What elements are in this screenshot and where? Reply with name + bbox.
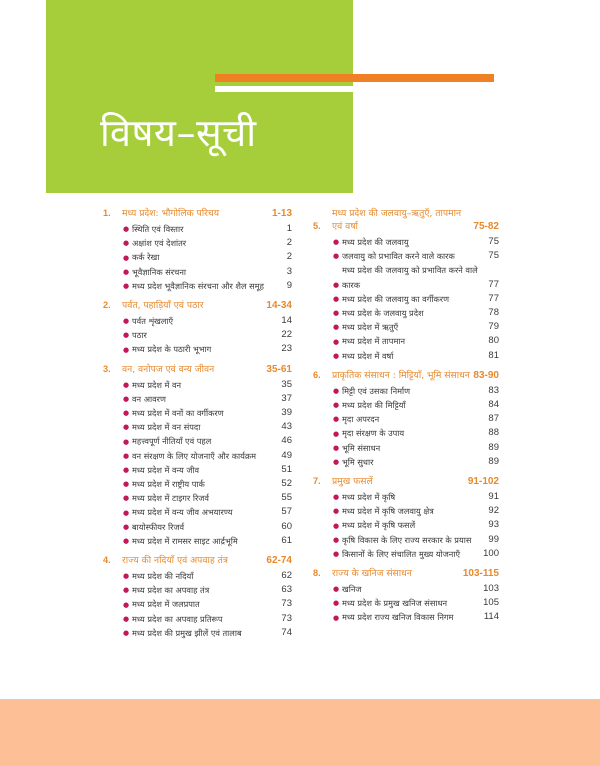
bullet-icon: ● <box>123 537 130 546</box>
toc-entry[interactable] <box>103 434 292 448</box>
entry-page-number: 2 <box>286 237 292 249</box>
toc-chapter <box>313 475 499 561</box>
entry-page-number: 49 <box>281 449 292 461</box>
toc-chapter <box>313 567 499 625</box>
entry-page-number: 14 <box>281 315 292 327</box>
entry-title: मध्य प्रदेश में टाइगर रिजर्व <box>132 493 209 504</box>
toc-entry[interactable] <box>313 320 499 334</box>
bullet-icon: ● <box>123 466 130 475</box>
entry-title: मध्य प्रदेश की जलवायु को प्रभावित करने वाले कारक <box>342 265 478 290</box>
bullet-icon: ● <box>123 239 130 248</box>
entry-title: मध्य प्रदेश में कृषि फसलें <box>342 520 416 531</box>
toc-entry[interactable] <box>103 520 292 534</box>
entry-title: खनिज <box>342 584 362 595</box>
entry-title: मध्य प्रदेश में ऋतुएँ <box>342 322 399 333</box>
bullet-icon: ● <box>123 345 130 354</box>
toc-entry[interactable] <box>103 583 292 597</box>
toc-entry[interactable] <box>103 392 292 406</box>
chapter-heading[interactable] <box>313 567 499 580</box>
chapter-page-range: 14-34 <box>266 300 292 312</box>
entry-page-number: 60 <box>281 520 292 532</box>
entry-page-number: 51 <box>281 463 292 475</box>
chapter-heading[interactable] <box>103 554 292 567</box>
bullet-icon: ● <box>333 493 340 502</box>
bullet-icon: ● <box>123 451 130 460</box>
bullet-icon: ● <box>123 409 130 418</box>
chapter-title: प्रमुख फसलें <box>332 476 373 488</box>
bullet-icon: ● <box>333 535 340 544</box>
chapter-title: मध्य प्रदेश की जलवायु–ऋतुएँ, तापमान एवं वर्षा <box>332 208 462 232</box>
toc-entry[interactable] <box>103 378 292 392</box>
entry-page-number: 46 <box>281 435 292 447</box>
bullet-icon: ● <box>123 225 130 234</box>
page-title: विषय–सूची <box>100 111 257 155</box>
entry-page-number: 99 <box>488 533 499 545</box>
chapter-heading[interactable] <box>103 299 292 312</box>
bullet-icon: ● <box>333 507 340 516</box>
bullet-icon: ● <box>333 323 340 332</box>
chapter-page-range: 1-13 <box>271 208 292 219</box>
entry-title: मध्य प्रदेश में वन्य जीव <box>132 464 200 475</box>
entry-page-number: 87 <box>488 413 499 425</box>
entry-title: मध्य प्रदेश में राष्ट्रीय पार्क <box>132 479 205 490</box>
chapter-heading[interactable] <box>103 363 292 376</box>
entry-title: मध्य प्रदेश की जलवायु का वर्गीकरण <box>342 293 450 304</box>
entry-page-number: 114 <box>483 611 499 623</box>
bullet-icon: ● <box>123 331 130 340</box>
chapter-number: 8. <box>313 568 321 579</box>
entry-title: मध्य प्रदेश में रामसर साइट आर्द्रभूमि <box>132 535 238 546</box>
toc-chapter <box>103 207 292 293</box>
toc-column-right <box>313 207 499 631</box>
entry-page-number: 63 <box>281 584 292 596</box>
entry-page-number: 103 <box>483 583 499 595</box>
toc-chapter <box>103 363 292 548</box>
chapter-heading[interactable] <box>313 475 499 488</box>
entry-title: मृदा संरक्षण के उपाय <box>342 428 405 439</box>
entry-page-number: 80 <box>488 335 499 347</box>
entry-page-number: 52 <box>281 478 292 490</box>
bullet-icon: ● <box>333 252 340 261</box>
toc-entry[interactable] <box>103 420 292 434</box>
entry-title: भूवैज्ञानिक संरचना <box>132 266 186 277</box>
toc-entry[interactable] <box>313 441 499 455</box>
chapter-page-range: 75-82 <box>473 221 499 232</box>
entry-page-number: 105 <box>483 597 499 609</box>
entry-title: महत्त्वपूर्ण नीतियाँ एवं पहल <box>132 436 212 447</box>
toc-entry[interactable] <box>313 398 499 412</box>
toc-column-left <box>103 207 292 646</box>
toc-entry[interactable] <box>103 491 292 505</box>
toc-entry[interactable] <box>103 463 292 477</box>
toc-entry[interactable] <box>103 534 292 548</box>
bullet-icon: ● <box>333 599 340 608</box>
entry-page-number: 23 <box>281 343 292 355</box>
bullet-icon: ● <box>123 253 130 262</box>
chapter-heading[interactable] <box>313 207 499 233</box>
chapter-number: 7. <box>313 476 321 487</box>
toc-entry[interactable] <box>313 610 499 624</box>
entry-page-number: 43 <box>281 421 292 433</box>
bullet-icon: ● <box>123 629 130 638</box>
entry-title: मध्य प्रदेश की नदियाँ <box>132 571 194 582</box>
decorative-orange-bar <box>215 74 494 82</box>
chapter-heading[interactable] <box>313 369 499 382</box>
chapter-number: 3. <box>103 363 111 374</box>
entry-title: मध्य प्रदेश में तापमान <box>342 336 405 347</box>
entry-page-number: 93 <box>488 519 499 531</box>
entry-page-number: 81 <box>488 349 499 361</box>
entry-title: मध्य प्रदेश की मिट्टियाँ <box>342 400 406 411</box>
chapter-page-range: 35-61 <box>266 363 292 375</box>
toc-entry[interactable] <box>313 306 499 320</box>
entry-page-number: 55 <box>281 492 292 504</box>
entry-title: मध्य प्रदेश में कृषि जलवायु क्षेत्र <box>342 506 434 517</box>
chapter-title: पर्वत, पहाड़ियाँ एवं पठार <box>122 300 204 312</box>
entry-page-number: 74 <box>281 626 292 638</box>
chapter-title: राज्य की नदियाँ एवं अपवाह तंत्र <box>122 555 228 567</box>
bullet-icon: ● <box>123 508 130 517</box>
entry-title: किसानों के लिए संचालित मुख्य योजनाएँ <box>342 548 460 559</box>
chapter-page-range: 62-74 <box>266 555 292 567</box>
chapter-title: वन, वनोपज एवं वन्य जीवन <box>122 363 215 375</box>
bullet-icon: ● <box>123 572 130 581</box>
entry-title: मध्य प्रदेश में वन संपदा <box>132 422 201 433</box>
title-banner <box>46 0 353 193</box>
toc-entry[interactable] <box>313 582 499 596</box>
toc-entry[interactable] <box>313 426 499 440</box>
entry-title: वन संरक्षण के लिए योजनाएँ और कार्यक्रम <box>132 450 257 461</box>
bullet-icon: ● <box>123 522 130 531</box>
entry-title: मध्य प्रदेश में कृषि <box>342 492 396 503</box>
toc-entry[interactable] <box>103 279 292 293</box>
entry-title: मृदा अपरदन <box>342 414 380 425</box>
chapter-page-range: 103-115 <box>462 568 499 580</box>
bullet-icon: ● <box>123 437 130 446</box>
toc-entry[interactable] <box>313 263 499 291</box>
entry-title: मध्य प्रदेश का अपवाह तंत्र <box>132 585 210 596</box>
toc-chapter <box>103 554 292 640</box>
bullet-icon: ● <box>333 415 340 424</box>
entry-page-number: 83 <box>488 384 499 396</box>
entry-title: कृषि विकास के लिए राज्य सरकार के प्रयास <box>342 534 472 545</box>
entry-page-number: 1 <box>286 223 292 234</box>
entry-title: भूमि सुधार <box>342 456 374 467</box>
entry-title: मध्य प्रदेश में वर्षा <box>342 350 394 361</box>
toc-entry[interactable] <box>313 533 499 547</box>
toc-entry[interactable] <box>313 292 499 306</box>
toc-entry[interactable] <box>103 265 292 279</box>
entry-title: भूमि संसाधन <box>342 442 381 453</box>
entry-page-number: 77 <box>488 292 499 304</box>
toc-chapter <box>103 299 292 357</box>
toc-entry[interactable] <box>313 504 499 518</box>
chapter-number: 1. <box>103 208 111 218</box>
entry-title: मध्य प्रदेश के जलवायु प्रदेश <box>342 308 424 319</box>
toc-entry[interactable] <box>313 384 499 398</box>
chapter-title: मध्य प्रदेश: भौगोलिक परिचय <box>122 208 220 219</box>
entry-page-number: 92 <box>488 505 499 517</box>
entry-page-number: 88 <box>488 427 499 439</box>
entry-title: अक्षांश एवं देशांतर <box>132 238 187 249</box>
bullet-icon: ● <box>333 521 340 530</box>
entry-title: स्थिति एवं विस्तार <box>132 224 184 234</box>
toc-entry[interactable] <box>103 342 292 356</box>
entry-title: मध्य प्रदेश के पठारी भूभाग <box>132 344 212 355</box>
chapter-title: राज्य के खनिज संसाधन <box>332 568 412 580</box>
bullet-icon: ● <box>333 458 340 467</box>
toc-entry[interactable] <box>313 334 499 348</box>
entry-page-number: 57 <box>281 506 292 518</box>
entry-title: मिट्टी एवं उसका निर्माण <box>342 385 411 396</box>
bullet-icon: ● <box>123 282 130 291</box>
bullet-icon: ● <box>123 614 130 623</box>
entry-page-number: 84 <box>488 399 499 411</box>
chapter-number: 2. <box>103 300 111 311</box>
entry-title: मध्य प्रदेश राज्य खनिज विकास निगम <box>342 612 454 623</box>
toc-entry[interactable] <box>103 612 292 626</box>
chapter-number: 4. <box>103 555 111 566</box>
footer-band <box>0 699 600 766</box>
bullet-icon: ● <box>123 586 130 595</box>
bullet-icon: ● <box>333 351 340 360</box>
chapter-title: प्राकृतिक संसाधन : मिट्टियाँ, भूमि संसाधन <box>332 369 470 381</box>
bullet-icon: ● <box>123 423 130 432</box>
chapter-page-range: 83-90 <box>473 369 499 381</box>
entry-title: मध्य प्रदेश में वन्य जीव अभयारण्य <box>132 507 233 518</box>
entry-page-number: 35 <box>281 378 292 390</box>
toc-entry[interactable] <box>103 569 292 583</box>
bullet-icon: ● <box>333 401 340 410</box>
toc-entry[interactable] <box>313 412 499 426</box>
entry-title: मध्य प्रदेश की जलवायु <box>342 237 409 247</box>
toc-entry[interactable] <box>103 236 292 250</box>
decorative-white-bar <box>215 86 353 92</box>
toc-entry[interactable] <box>103 314 292 328</box>
entry-title: मध्य प्रदेश भूवैज्ञानिक संरचना और शैल समूह <box>132 280 264 291</box>
bullet-icon: ● <box>333 585 340 594</box>
entry-title: पर्वत शृंखलाएँ <box>132 316 174 327</box>
toc-entry[interactable] <box>103 328 292 342</box>
bullet-icon: ● <box>123 380 130 389</box>
toc-entry[interactable] <box>103 250 292 264</box>
toc-entry[interactable] <box>103 505 292 519</box>
toc-entry[interactable] <box>313 249 499 263</box>
entry-page-number: 73 <box>281 598 292 610</box>
toc-entry[interactable] <box>103 449 292 463</box>
entry-title: मध्य प्रदेश में वन <box>132 379 182 390</box>
bullet-icon: ● <box>123 317 130 326</box>
toc-entry[interactable] <box>313 518 499 532</box>
bullet-icon: ● <box>123 267 130 276</box>
toc-entry[interactable] <box>103 477 292 491</box>
entry-page-number: 62 <box>281 570 292 582</box>
chapter-number: 6. <box>313 369 321 380</box>
entry-page-number: 89 <box>488 441 499 453</box>
bullet-icon: ● <box>333 295 340 304</box>
toc-entry[interactable] <box>313 455 499 469</box>
entry-title: मध्य प्रदेश में वनों का वर्गीकरण <box>132 408 224 419</box>
chapter-page-range: 91-102 <box>467 476 499 488</box>
entry-title: कर्क रेखा <box>132 252 160 263</box>
bullet-icon: ● <box>123 480 130 489</box>
entry-page-number: 79 <box>488 321 499 333</box>
entry-title: मध्य प्रदेश की प्रमुख झीलें एवं तालाब <box>132 627 242 638</box>
entry-page-number: 89 <box>488 455 499 467</box>
bullet-icon: ● <box>333 429 340 438</box>
entry-page-number: 2 <box>286 251 292 263</box>
entry-page-number: 75 <box>488 236 499 247</box>
entry-page-number: 100 <box>483 547 499 559</box>
bullet-icon: ● <box>333 238 340 247</box>
entry-title: पठार <box>132 330 147 341</box>
entry-page-number: 37 <box>281 392 292 404</box>
toc-entry[interactable] <box>103 406 292 420</box>
toc-entry[interactable] <box>103 597 292 611</box>
toc-entry[interactable] <box>103 222 292 236</box>
entry-page-number: 22 <box>281 329 292 341</box>
entry-page-number: 75 <box>488 250 499 262</box>
toc-chapter <box>313 369 499 469</box>
entry-page-number: 3 <box>286 265 292 277</box>
entry-page-number: 91 <box>488 491 499 503</box>
toc-chapter <box>313 207 499 363</box>
toc-entry[interactable] <box>313 547 499 561</box>
bullet-icon: ● <box>333 337 340 346</box>
bullet-icon: ● <box>333 387 340 396</box>
bullet-icon: ● <box>123 600 130 609</box>
toc-entry[interactable] <box>103 626 292 640</box>
bullet-icon: ● <box>333 550 340 559</box>
bullet-icon: ● <box>123 494 130 503</box>
chapter-number: 5. <box>313 221 321 231</box>
entry-title: मध्य प्रदेश में जलप्रपात <box>132 599 200 610</box>
entry-page-number: 78 <box>488 307 499 319</box>
toc-entry[interactable] <box>313 235 499 249</box>
bullet-icon: ● <box>333 280 340 289</box>
entry-page-number: 39 <box>281 407 292 419</box>
bullet-icon: ● <box>333 613 340 622</box>
bullet-icon: ● <box>333 443 340 452</box>
bullet-icon: ● <box>333 309 340 318</box>
entry-title: मध्य प्रदेश का अपवाह प्रतिरूप <box>132 613 223 624</box>
entry-title: मध्य प्रदेश के प्रमुख खनिज संसाधन <box>342 598 448 609</box>
entry-title: बायोस्फीयर रिजर्व <box>132 521 185 532</box>
entry-title: जलवायु को प्रभावित करने वाले कारक <box>342 251 455 262</box>
entry-page-number: 61 <box>281 534 292 546</box>
bullet-icon: ● <box>123 395 130 404</box>
entry-page-number: 73 <box>281 612 292 624</box>
entry-title: वन आवरण <box>132 393 166 404</box>
entry-page-number: 77 <box>488 278 499 290</box>
toc-entry[interactable] <box>313 490 499 504</box>
toc-entry[interactable] <box>313 349 499 363</box>
chapter-heading[interactable] <box>103 207 292 220</box>
toc-entry[interactable] <box>313 596 499 610</box>
entry-page-number: 9 <box>286 279 292 291</box>
